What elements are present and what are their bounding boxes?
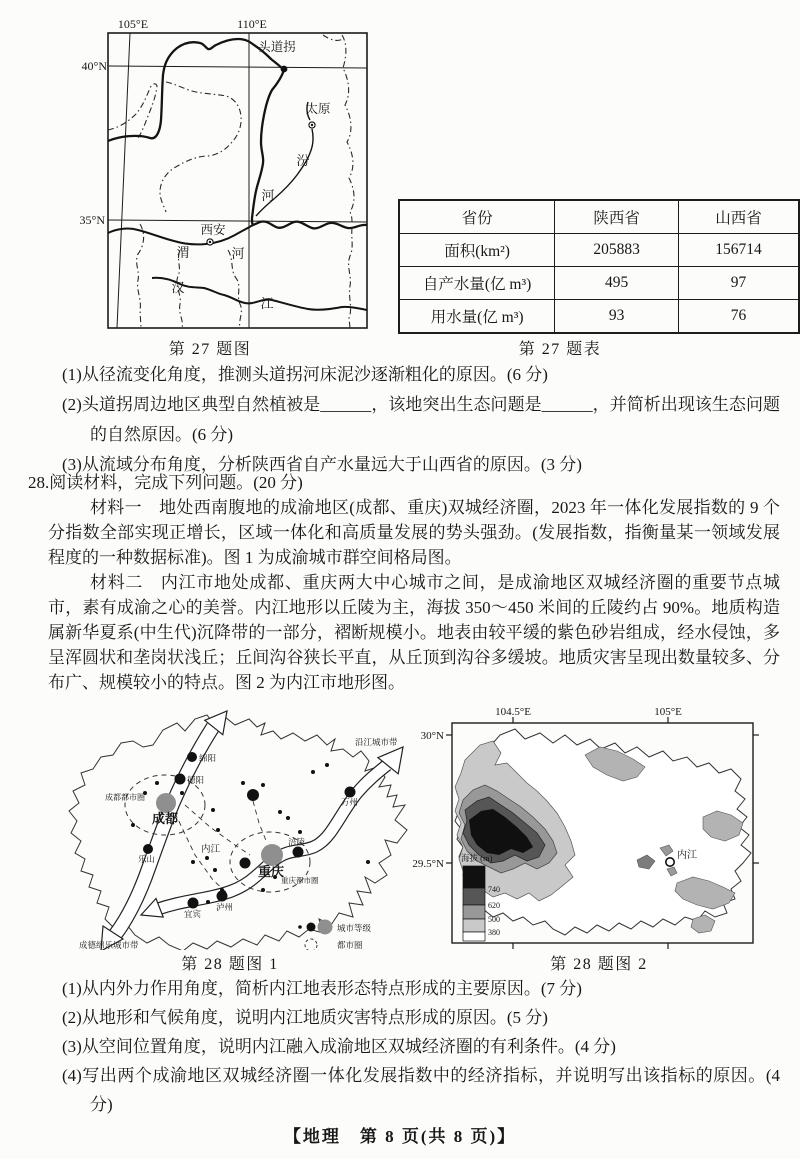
table-cell: 自产水量(亿 m³) bbox=[399, 267, 555, 300]
map-frame bbox=[108, 33, 367, 328]
q28-intro: 28.阅读材料，完成下列问题。(20 分) bbox=[28, 473, 303, 492]
q28-figure1-caption: 第 28 题图 1 bbox=[181, 956, 279, 973]
fig1-legend bbox=[298, 920, 371, 951]
neijiang-marker bbox=[666, 858, 674, 866]
luzhou-label: 泸州 bbox=[216, 902, 234, 912]
taiyuan-symbol bbox=[309, 122, 315, 128]
q28-item-2: (2)从地形和气候角度，说明内江地质灾害特点形成的原因。(5 分) bbox=[62, 1008, 548, 1027]
wanzhou-label: 万州 bbox=[341, 797, 359, 807]
fig2-lon-label-1: 104.5°E bbox=[495, 706, 531, 718]
deyang-label: 德阳 bbox=[187, 775, 205, 785]
xian-symbol bbox=[207, 239, 213, 245]
luzhou-dot bbox=[217, 891, 228, 902]
chengdu-label: 成都 bbox=[152, 811, 179, 826]
fig2-neijiang-label: 内江 bbox=[677, 850, 697, 861]
lon-label-105e: 105°E bbox=[117, 17, 149, 31]
q28-figure2-caption: 第 28 题图 2 bbox=[550, 956, 648, 973]
leshan-dot bbox=[143, 844, 153, 854]
xian-label: 西安 bbox=[200, 223, 226, 237]
table-row bbox=[399, 234, 799, 267]
q28-figure2 bbox=[405, 705, 790, 950]
mianyang-dot bbox=[187, 752, 197, 762]
fen-river-char2: 河 bbox=[261, 188, 275, 203]
wei-river-char1: 渭 bbox=[176, 245, 190, 260]
toudaoguai-dot bbox=[281, 66, 288, 73]
yibin-dot bbox=[188, 898, 199, 909]
q27-item-2: (2)头道拐周边地区典型自然植被是______，该地突出生态问题是______，并简析出现该生态问题的自然原因。(6 分) bbox=[62, 395, 780, 444]
neijiang-label: 内江 bbox=[201, 845, 221, 855]
table-row bbox=[399, 300, 799, 334]
yibin-label: 宜宾 bbox=[184, 909, 202, 919]
fig2-legend-title: 海拔 (m) bbox=[461, 853, 493, 863]
q28-figure1 bbox=[35, 705, 440, 950]
chongqing-label: 重庆 bbox=[258, 864, 285, 879]
q27-figure-caption: 第 27 题图 bbox=[168, 341, 252, 358]
table-cell: 76 bbox=[679, 300, 799, 334]
belt-yanjiang-label: 沿江城市带 bbox=[355, 737, 398, 747]
q27-item-1: (1)从径流变化角度，推测头道拐河床泥沙逐渐粗化的原因。(6 分) bbox=[62, 365, 548, 384]
table-header-cell: 山西省 bbox=[679, 200, 799, 234]
fig2-legend-value-740: 740 bbox=[488, 885, 500, 894]
taiyuan-label: 太原 bbox=[305, 102, 331, 116]
lat-label-40n: 40°N bbox=[81, 59, 107, 73]
table-cell: 97 bbox=[679, 267, 799, 300]
table-header-cell: 陕西省 bbox=[555, 200, 679, 234]
fuling-label: 涪陵 bbox=[288, 837, 306, 847]
chongqing-metro-label: 重庆都市圈 bbox=[281, 876, 319, 885]
wanzhou-dot bbox=[345, 787, 356, 798]
han-river-char2: 江 bbox=[260, 296, 274, 311]
fig2-legend-value-380: 380 bbox=[488, 928, 500, 937]
fig2-legend-value-500: 500 bbox=[488, 915, 500, 924]
q28-material-2: 材料二 内江市地处成都、重庆两大中心城市之间，是成渝地区双城经济圈的重要节点城市，素有成渝之心的美誉。内江地形以丘陵为主，海拔 350～450 米间的丘陵约占 90%。地质构造属新华夏系(中生代)沉降带的一部分，褶断规模小。地表由较平缓的紫色砂岩组成，经水侵蚀，多呈浑圆状和垄岗状浅丘；丘间沟谷狭长平直，从丘顶到沟谷多缓坡。地质灾害呈现出数量较多、分布广、规模较小的特点。图 2 为内江市地形图。 bbox=[48, 573, 780, 692]
toudaoguai-label: 头道拐 bbox=[258, 40, 296, 54]
table-row bbox=[399, 267, 799, 300]
q28-material-1: 材料一 地处西南腹地的成渝地区(成都、重庆)双城经济圈，2023 年一体化发展指数的 9 个分指数全部实现正增长，区域一体化和高质量发展的势头强劲。(发展指数，指衡量某一领域发展程度的一种数据标准)。图 1 为成渝城市群空间格局图。 bbox=[48, 498, 780, 567]
q28-item-3: (3)从空间位置角度，说明内江融入成渝地区双城经济圈的有利条件。(4 分) bbox=[62, 1037, 616, 1056]
q28-item-4: (4)写出两个成渝地区双城经济圈一体化发展指数中的经济指标，并说明写出该指标的原因。(4 分) bbox=[62, 1066, 780, 1114]
graticule-lines bbox=[108, 33, 367, 328]
q27-questions bbox=[62, 360, 780, 480]
wei-river-char2: 河 bbox=[231, 246, 245, 261]
chengdu-metro-label: 成都都市圈 bbox=[105, 793, 145, 802]
table-cell: 495 bbox=[555, 267, 679, 300]
q27-map-figure bbox=[80, 10, 380, 340]
legend-city-rank-label: 城市等级 bbox=[337, 923, 372, 933]
table-cell: 面积(km²) bbox=[399, 234, 555, 267]
fuling-dot bbox=[293, 847, 304, 858]
page-footer: 【地理 第 8 页(共 8 页)】 bbox=[283, 1127, 517, 1146]
belt-chengdemianle-label: 成德绵乐城市带 bbox=[79, 940, 139, 950]
q27-table-caption: 第 27 题表 bbox=[518, 341, 602, 358]
fig2-lon-label-2: 105°E bbox=[654, 706, 682, 718]
lon-label-110e: 110°E bbox=[237, 17, 267, 31]
q28-item-1: (1)从内外力作用角度，简析内江地表形态特点形成的主要原因。(7 分) bbox=[62, 979, 582, 998]
q28-questions bbox=[62, 974, 780, 1119]
leshan-label: 乐山 bbox=[138, 854, 156, 864]
lat-label-35n: 35°N bbox=[80, 213, 105, 227]
chongqing-circle bbox=[261, 844, 283, 866]
mianyang-label: 绵阳 bbox=[199, 753, 217, 763]
deyang-dot bbox=[175, 774, 186, 785]
table-cell: 93 bbox=[555, 300, 679, 334]
table-cell: 156714 bbox=[679, 234, 799, 267]
legend-metro-label: 都市圈 bbox=[337, 940, 363, 950]
q27-table bbox=[398, 199, 800, 334]
q28-text bbox=[28, 470, 780, 695]
chengdu-circle bbox=[156, 793, 176, 813]
fig2-legend-value-620: 620 bbox=[488, 901, 500, 910]
han-river-char1: 汉 bbox=[171, 280, 185, 295]
wei-river bbox=[108, 225, 253, 244]
table-header-cell: 省份 bbox=[399, 200, 555, 234]
table-row bbox=[399, 200, 799, 234]
province-boundaries bbox=[108, 35, 354, 328]
fen-river-char1: 汾 bbox=[296, 153, 310, 168]
fig2-lat-label-1: 30°N bbox=[420, 730, 444, 742]
corridor-chengdemianle bbox=[101, 711, 227, 950]
table-cell: 用水量(亿 m³) bbox=[399, 300, 555, 334]
table-cell: 205883 bbox=[555, 234, 679, 267]
fig2-lat-label-2: 29.5°N bbox=[412, 858, 444, 870]
q27-item-3: (3)从流域分布角度，分析陕西省自产水量远大于山西省的原因。(3 分) bbox=[62, 455, 582, 474]
